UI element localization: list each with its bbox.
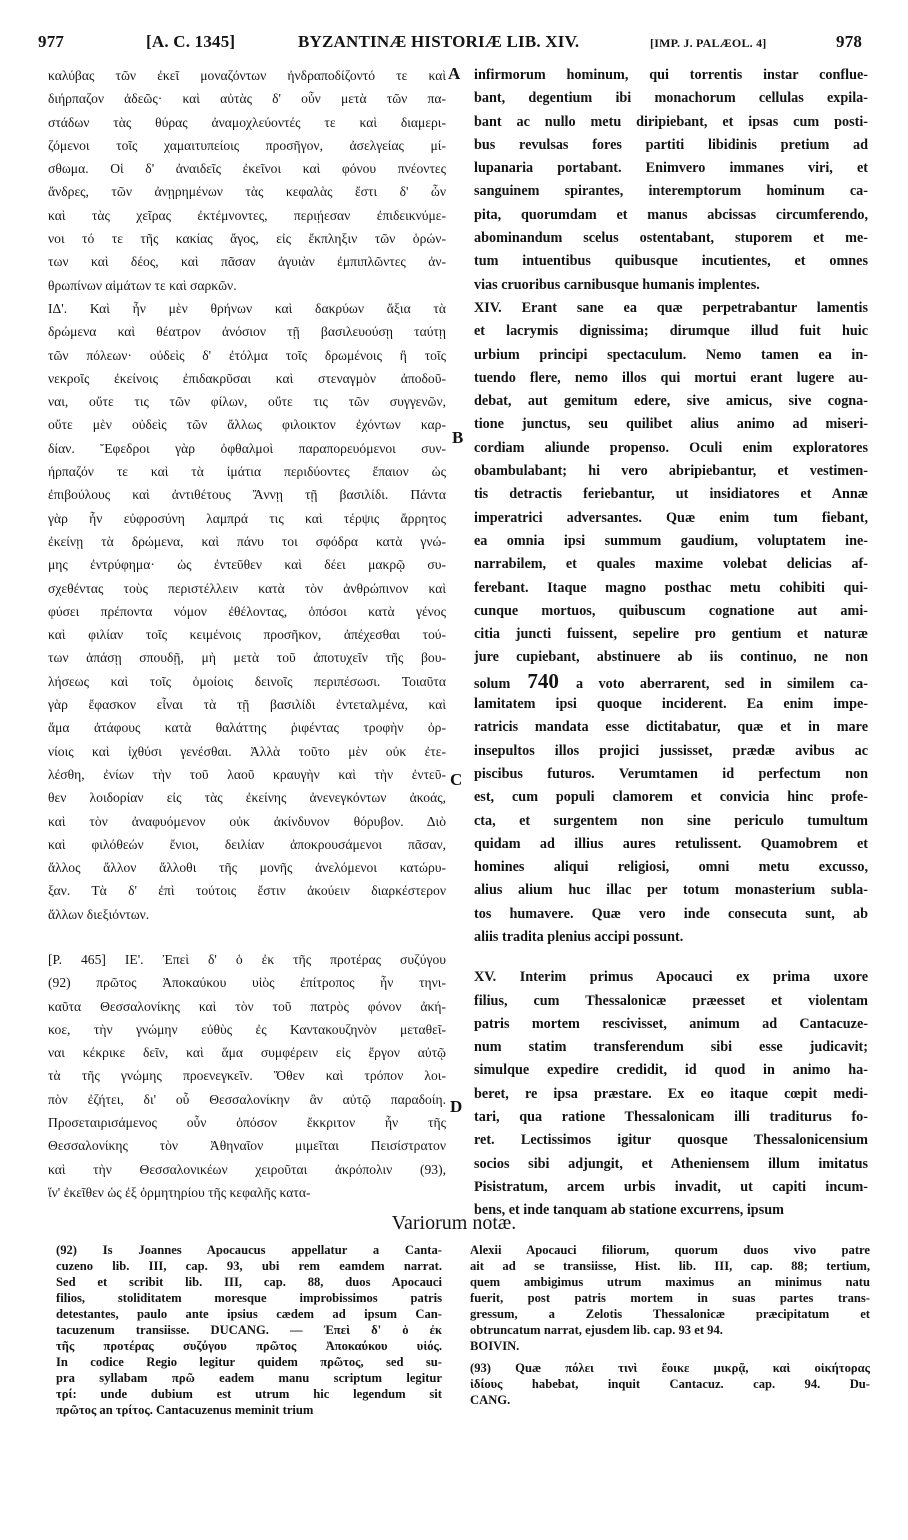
text-line: ferebant. Itaque magno posthac metu cohibiti qui- [474,579,868,596]
text-line: patris mortem rescivisset, animum ad Cantacuze- [474,1015,868,1032]
paragraph-gap [48,926,446,948]
text-line: σθωμα. Οἱ δ' ἀναιδεῖς ἐκεῖνοι καὶ φόνου πνέοντες [48,161,446,177]
text-line: simulque expedire credidit, id quod in animo ha- [474,1062,868,1079]
text-line: των ἁπάσῃ σπουδῇ, μὴ μετὰ τοῦ ἀποτυχεῖν τῆς βου- [48,650,446,666]
text-line: τὰ τῆς γνώμης προενεγκεῖν. Ὅθεν καὶ τρόπον λοι- [48,1068,446,1084]
text-line: XV. Interim primus Apocauci ex prima uxore [474,969,868,986]
text-line: σχεθέντας τοὺς περιστέλλειν κατὰ τὸν ἀνθρώπινον καὶ [48,580,446,596]
text-line: et lacrymis dignissima; dirumque illud fuit huic [474,323,868,340]
text-line: ἐκείνῃ τὰ δρώμενα, καὶ πάνυ τοι σφόδρα κατὰ γνώ- [48,533,446,549]
text-line: των καὶ δέος, καὶ πᾶσαν ἀγυιὰν ἐμπιπλῶντες ἀν- [48,254,446,270]
text-line: narrabilem, et quales maxime volebat delicias af- [474,556,868,573]
text-line: obtruncatum narrat, ejusdem lib. cap. 93 et 94. [470,1323,723,1337]
notes-title: Variorum notæ. [391,1212,517,1234]
text-line: quidam ad illius aures retulissent. Quamobrem et [474,835,868,852]
text-line: ξαν. Τὰ δ' ἐπὶ τούτοις ἔστιν ἀκούειν διαρκέστερον [48,883,446,899]
text-line: καὶ τὴν Θεσσαλονικέων χειροῦται ἀκρόπολιν (93), [48,1161,446,1177]
text-line: ret. Lectissimos igitur quosque Thessalonicensium [474,1132,868,1149]
text-line: ναι κέκρικε δεῖν, καὶ ἅμα συμφέρειν εἰς ἔργον αὐτῷ [48,1045,446,1061]
text-line: θρωπίνων αἱμάτων τε καὶ σαρκῶν. [48,277,237,293]
text-line: ναι, οὔτε τις τῶν φίλων, οὔτε τις τῶν συγγενῶν, [48,394,446,410]
text-line: homines aliqui religiosi, omni metu excusso, [474,859,868,876]
text-line: debat, aut gemitum edere, sive amicus, sive cogna- [474,393,868,410]
text-line: abominandum scelus ostentabant, stuporem et me- [474,230,868,247]
text-line: ἵν' ἐκεῖθεν ὡς ἐξ ὁρμητηρίου τῆς κεφαλῆς κατα- [48,1184,311,1200]
text-line: insepultos illos projici jussisset, prædæ avibus ac [474,742,868,759]
text-line: bens, et inde tanquam ab statione excurrens, ipsum [474,1202,784,1219]
text-line: ΙΔ'. Καὶ ἦν μὲν θρήνων καὶ δακρύων ἄξια τὰ [48,300,446,316]
text-line: στάδων τὰς θύρας ἀναμοχλεύοντές τε καὶ διαμερι- [48,114,446,130]
text-line: τῆς προτέρας συζύγου πρῶτος Ἀποκαύκου υἱός. [56,1339,442,1353]
margin-letter-b: B [452,428,464,447]
text-line: quem ambigimus utrum maximus an minimus natu [470,1275,870,1289]
text-line: infirmorum hominum, qui torrentis instar conflue- [474,67,868,83]
text-line: δίαν. Ἔφεδροι γὰρ ὀφθαλμοὶ παραπορευόμενοι συν- [48,440,446,456]
text-line: alius alium huc illac per totum monasterium subla- [474,882,868,899]
text-line: cunque mortuos, quibuscum cognatione aut ami- [474,602,868,619]
text-line: ἄλλος ἄλλον ἄλλοθι τῆς μονῆς ἀνελόμενοι κατώρυ- [48,860,446,876]
text-line: tari, qua ratione Thessalonicam illi traditurus fo- [474,1109,868,1126]
text-line: gressum, a Zelotis Thessalonicæ præcipitatum et [470,1307,870,1321]
notes-right-column [470,1242,870,1408]
text-line: bant ac nullo metu diripiebant, et ipsas cum posti- [474,113,868,130]
text-line: urbium principi spectaculum. Nemo tamen ea in- [474,346,868,363]
text-line: num statim transferendum sibi esse judicavit; [474,1039,868,1056]
text-line: socios sibi adjungit, et Atheniensem illum imitatus [474,1155,868,1172]
text-line: tis detractis feriebantur, ut insidiatores et Annæ [474,486,868,503]
margin-letter-d: D [450,1097,463,1116]
text-line: filios, stoliditatem moresque improbissimos patris [56,1291,442,1305]
text-line: ἅμα ἀτάφους κατὰ θαλάττης ῥιφέντας τροφὴν ὀρ- [48,720,446,736]
text-line: In codice Regio legitur quidem πρῶτος, sed su- [56,1355,442,1369]
text-fragment: solum [474,675,511,692]
text-line: sanguinem spirantes, interemptorum hominum ca- [474,183,868,200]
text-line: λέσθη, ἐνίων τὴν τοῦ λαοῦ κραυγὴν καὶ τὴν ἐντεῦ- [48,766,446,782]
text-line: νεκροῖς ἐκείνοις ἐπιδακρῦσαι καὶ στεναγμὸν ἀποδοῦ- [48,370,446,386]
margin-letter-c: C [450,770,463,789]
text-line: pra syllabam πρῶ eadem manu scriptum legitur [56,1371,442,1385]
text-line: bus revulsas fores partiti libidinis pretium ad [474,136,868,153]
text-line: vias cruoribus carnibusque humanis implentes. [474,276,760,293]
text-line: ἄνδρες, τῶν ἀνῃρημένων τὰς κεφαλὰς ἔστι δ' ὧν [48,184,446,200]
text-line: filius, cum Thessalonicæ præesset et violentam [474,992,868,1009]
text-line [474,670,868,693]
text-line: ήρπαζόν τε καὶ τὰ ἱμάτια περιδύοντες ἔπαιον ὡς [48,464,446,480]
text-line: Προσεταιρισάμενος οὖν ὁπόσον ἔκκριτον ἦν τῆς [48,1115,446,1131]
text-line: καὶ τὸν ἀναφυόμενον οὐκ ἀκίνδυνον θόρυβον. Διὸ [48,813,446,829]
text-line: piscibus futuros. Verumtamen id perfectum non [474,765,868,782]
text-line: imperatrici adversantes. Quæ enim tum fiebant, [474,509,868,526]
page-marker-number: 740 [510,669,576,693]
text-line: citia juncti fuissent, sepelire pro gentium et naturæ [474,626,868,643]
text-line: (92) πρῶτος Ἀποκαύκου υἱὸς ἐπίτροπος ἦν τηνι- [48,975,446,991]
text-line: tuendo flere, nemo illos qui mortui erant lugere au- [474,369,868,386]
text-line: ζόμενοι τοῖς χαμαιτυπείοις προσῆγον, ἀσελγείας μί- [48,137,446,153]
text-line: ἐπιβούλους καὶ ἀντιθέτους Ἄννῃ τῇ βασιλίδι. Πάντα [48,487,446,503]
text-line: cordiam aliunde propenso. Oculi enim exploratores [474,439,868,456]
text-line: πρῶτος an τρίτος. Cantacuzenus meminit trium [56,1403,314,1417]
margin-letter-a: A [448,64,461,83]
text-line: ἄλλων διεξιόντων. [48,906,150,922]
text-line: est, cum populi clamorem et convicia hinc profe- [474,789,868,806]
text-line: καὶ φιλίαν τοῖς κειμένοις προσῆκον, ἀπέχεσθαι τού- [48,627,446,643]
running-title: BYZANTINÆ HISTORIÆ LIB. XIV. [298,32,580,51]
text-line: beret, re ipsa præstare. Ex eo itaque cœpit medi- [474,1085,868,1102]
text-line: [P. 465] ΙΕ'. Ἐπεὶ δ' ὁ ἐκ τῆς προτέρας συζύγου [48,951,446,967]
text-line: καῦτα Θεσσαλονίκης καὶ τὸν τοῦ πατρὸς φόνον ἀκή- [48,998,446,1014]
text-line: pita, quorumdam et manus abcissas circumferendo, [474,206,868,223]
text-line: δρώμενα καὶ θέατρον ἀνόσιον τῇ βασιλευούσῃ ταύτῃ [48,324,446,340]
text-line: Alexii Apocauci filiorum, quorum duos vivo patre [470,1243,870,1257]
text-line: ea omnia ipsi summum gaudium, voluptatem ine- [474,532,868,549]
text-line: κοε, τὴν γνώμην εὐθὺς ἐς Καντακουζηνὸν μεταθεῖ- [48,1021,446,1037]
text-line: Sed et scribit lib. III, cap. 88, duos Apocauci [56,1275,442,1289]
text-line: tos humavere. Quæ vero inde consecuta sunt, ab [474,905,868,922]
text-line: aliis tradita plenius accipi possunt. [474,928,684,945]
reign-reference: [IMP. J. PALÆOL. 4] [650,36,767,50]
text-line: οὔτε μὲν οὐδεὶς τῶν ἄλλως φιλοικτον ἐχόντων καρ- [48,417,446,433]
text-line: γὰρ ἦν εὐφροσύνη λαμπρά τις καὶ τέρψις ἄρρητος [48,510,446,526]
text-line: τρί: unde dubium est utrum hic legendum sit [56,1387,442,1401]
text-line: cta, et surgentem non sine periculo tumultum [474,812,868,829]
text-line: διήρπαζον ἀδεῶς· καὶ αὐτὰς δ' οὖν μετὰ τῶν πα- [48,91,446,107]
text-line: lamitatem ipsi quoque inciderent. Ea enim impe- [474,696,868,713]
notes-left-column [56,1242,442,1418]
text-line: jure cupiebant, abstinuere ab iis continuo, ne non [474,649,868,666]
text-line: Θεσσαλονίκης τὸν Ἀθηναῖον μιμεῖται Πεισίστρατον [48,1138,446,1154]
text-line: τῶν πόλεων· οὐδεὶς δ' ἐτόλμα τοῖς δρωμένοις ἢ τοῖς [48,347,446,363]
paragraph-gap [474,949,868,966]
text-line: XIV. Erant sane ea quæ perpetrabantur lamentis [474,299,868,316]
text-line: καὶ φιλόθεών ἔνιοι, δειλίαν ἀποκρουσάμενοι πᾶσαν, [48,836,446,852]
text-line: Pisistratum, arcem urbis invadit, ut capiti incum- [474,1178,868,1195]
text-line: ἰδίους habebat, inquit Cantacuz. cap. 94. Du- [470,1377,870,1391]
text-line: CANG. [470,1393,511,1407]
text-line: θεν λοιδορίαν εἰς τὰς ἐκείνης ἀνενεγκόντων ἀκοάς, [48,790,446,806]
text-line: λήσεως καὶ τοῖς ὁμοίοις δεινοῖς περιπέσωσι. Τοιαῦτα [48,673,446,689]
text-line: detestantes, paulo ante ipsius cædem ad ipsum Can- [56,1307,442,1321]
text-line: ratricis mandata esse dictitabatur, quæ et in mare [474,719,868,736]
latin-text-column [474,64,868,1223]
date-reference: [A. C. 1345] [146,32,236,51]
text-line: καὶ τὰς χεῖρας ἐκτέμνοντες, περιῄεσαν ἐπιδεικνύμε- [48,207,446,223]
greek-text-column [48,64,446,1204]
text-line: BOIVIN. [470,1339,520,1353]
text-line: fuerit, post patris mortem in suas partes trans- [470,1291,870,1305]
text-line: tione junctus, seu quilibet alius animo ad miseri- [474,416,868,433]
text-line: φύσει πρέποντα νόμον ἐθέλοντας, ὁπόσοι κατὰ γένος [48,603,446,619]
text-line: γὰρ ἔφασκον εἶναι τὰ τῇ βασιλίδι ἐντεταλμένα, καὶ [48,697,446,713]
text-line: νοι τό τε τῆς κακίας ἄγος, εἰς ἔκπληξιν τῶν ὁρών- [48,231,446,247]
text-line: νίοις καὶ ἰχθύσι γενέσθαι. Ἀλλὰ τοῦτο μὲν οὐκ ἐτε- [48,743,446,759]
page-number-right: 978 [836,32,863,51]
text-line: πὸν ἐζήτει, δι' οὗ Θεσσαλονίκην ἂν αὐτῷ παραδοίη. [48,1091,446,1107]
text-line: obambulabant; hi vero abripiebantur, et vestimen- [474,463,868,480]
text-line: (93) Quæ πόλει τινὶ ἔοικε μικρᾷ, καὶ οἰκήτορας [470,1361,870,1375]
text-line: tacuzenum transiisse. DUCANG. — Ἐπεὶ δ' ὁ ἐκ [56,1323,442,1337]
text-line: bant, degentium ibi monachorum cellulas expila- [474,90,868,107]
text-line: (92) Is Joannes Apocaucus appellatur a Canta- [56,1243,442,1257]
text-line: cuzeno lib. III, cap. 93, ubi rem eamdem narrat. [56,1259,442,1273]
text-line: καλύβας τῶν ἐκεῖ μοναζόντων ἠνδραποδίζοντό τε καὶ [48,68,446,83]
text-line: lupanaria portabant. Enimvero immanes viri, et [474,160,868,177]
text-line: μης ἐντρύφημα· ὡς ἐντεῦθεν καὶ δέει μακρῷ συ- [48,557,446,573]
text-line: ait ad se transiisse, Hist. lib. III, cap. 88; tertium, [470,1259,870,1273]
text-fragment: a voto aberrarent, sed in similem ca- [576,675,868,692]
text-line: tum intuentibus quibusque incutientes, et omnes [474,253,868,270]
page-number-left: 977 [38,32,65,51]
